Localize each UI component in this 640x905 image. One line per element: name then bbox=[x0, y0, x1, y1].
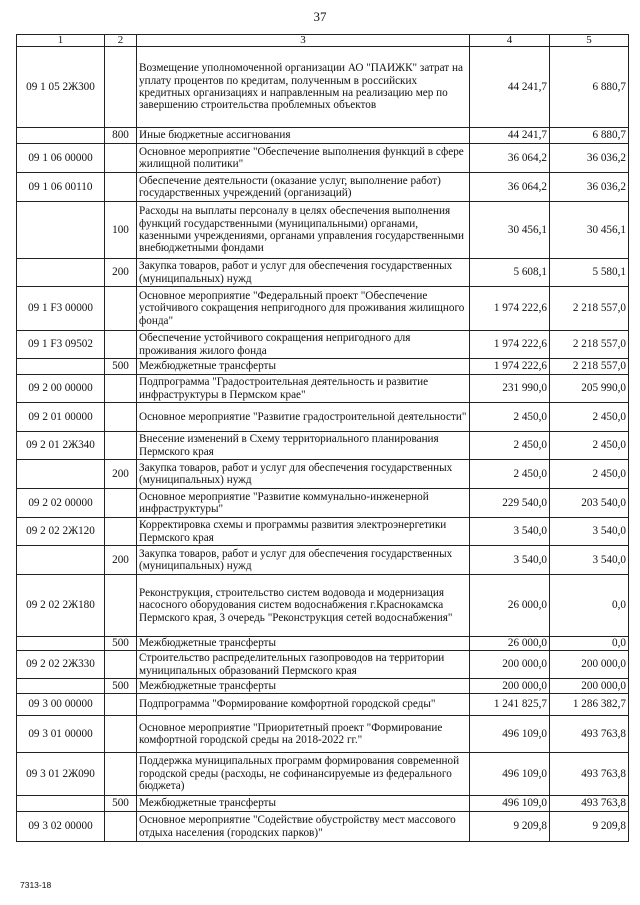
expense-type-cell: 500 bbox=[105, 359, 137, 375]
code-cell bbox=[17, 128, 105, 144]
amount-year2-cell: 30 456,1 bbox=[550, 202, 629, 259]
table-row bbox=[17, 128, 629, 144]
code-cell: 09 2 02 00000 bbox=[17, 489, 105, 518]
amount-year1-cell: 231 990,0 bbox=[470, 375, 550, 403]
header-col-2: 2 bbox=[105, 35, 137, 47]
amount-year1-cell: 200 000,0 bbox=[470, 651, 550, 679]
table-row bbox=[17, 432, 629, 460]
table-row bbox=[17, 144, 629, 173]
expense-type-cell bbox=[105, 716, 137, 753]
amount-year2-cell: 2 450,0 bbox=[550, 403, 629, 432]
table-row bbox=[17, 202, 629, 259]
amount-year1-cell: 200 000,0 bbox=[470, 679, 550, 694]
amount-year2-cell: 200 000,0 bbox=[550, 679, 629, 694]
amount-year1-cell: 496 109,0 bbox=[470, 716, 550, 753]
name-cell: Закупка товаров, работ и услуг для обеспечения государственных (муниципальных) нужд bbox=[137, 460, 470, 489]
amount-year1-cell: 26 000,0 bbox=[470, 637, 550, 651]
amount-year2-cell: 493 763,8 bbox=[550, 753, 629, 796]
code-cell: 09 3 01 2Ж090 bbox=[17, 753, 105, 796]
expense-type-cell: 200 bbox=[105, 546, 137, 575]
name-cell: Основное мероприятие "Развитие градостроительной деятельности" bbox=[137, 403, 470, 432]
amount-year1-cell: 1 974 222,6 bbox=[470, 287, 550, 331]
table-body bbox=[17, 47, 629, 842]
code-cell: 09 2 01 2Ж340 bbox=[17, 432, 105, 460]
table-row bbox=[17, 575, 629, 637]
expense-type-cell bbox=[105, 575, 137, 637]
amount-year2-cell: 0,0 bbox=[550, 637, 629, 651]
header-col-1: 1 bbox=[17, 35, 105, 47]
table-row bbox=[17, 518, 629, 546]
code-cell: 09 1 06 00000 bbox=[17, 144, 105, 173]
amount-year1-cell: 3 540,0 bbox=[470, 518, 550, 546]
code-cell: 09 2 00 00000 bbox=[17, 375, 105, 403]
amount-year2-cell: 2 450,0 bbox=[550, 432, 629, 460]
amount-year1-cell: 1 241 825,7 bbox=[470, 694, 550, 716]
code-cell: 09 3 00 00000 bbox=[17, 694, 105, 716]
table-header-row bbox=[17, 35, 629, 47]
table-row bbox=[17, 812, 629, 842]
code-cell bbox=[17, 359, 105, 375]
amount-year1-cell: 26 000,0 bbox=[470, 575, 550, 637]
table-row bbox=[17, 796, 629, 812]
code-cell bbox=[17, 546, 105, 575]
name-cell: Подпрограмма "Формирование комфортной городской среды" bbox=[137, 694, 470, 716]
name-cell: Основное мероприятие "Содействие обустройству мест массового отдыха населения (городских парков)" bbox=[137, 812, 470, 842]
amount-year2-cell: 205 990,0 bbox=[550, 375, 629, 403]
name-cell: Строительство распределительных газопроводов на территории муниципальных образований Пермского края bbox=[137, 651, 470, 679]
name-cell: Внесение изменений в Схему территориального планирования Пермского края bbox=[137, 432, 470, 460]
amount-year1-cell: 496 109,0 bbox=[470, 796, 550, 812]
name-cell: Основное мероприятие "Приоритетный проект "Формирование комфортной городской среды на 2018-2022 гг." bbox=[137, 716, 470, 753]
amount-year1-cell: 1 974 222,6 bbox=[470, 359, 550, 375]
name-cell: Подпрограмма "Градостроительная деятельность и развитие инфраструктуры в Пермском крае" bbox=[137, 375, 470, 403]
code-cell: 09 1 05 2Ж300 bbox=[17, 47, 105, 128]
table-row bbox=[17, 359, 629, 375]
amount-year2-cell: 3 540,0 bbox=[550, 518, 629, 546]
name-cell: Расходы на выплаты персоналу в целях обеспечения выполнения функций государственными (муниципальными) органами, казенными учреждениями, органами управления государственными внебюджетными фондами bbox=[137, 202, 470, 259]
expense-type-cell: 200 bbox=[105, 259, 137, 287]
expense-type-cell bbox=[105, 812, 137, 842]
amount-year2-cell: 1 286 382,7 bbox=[550, 694, 629, 716]
code-cell bbox=[17, 460, 105, 489]
table-row bbox=[17, 47, 629, 128]
amount-year2-cell: 200 000,0 bbox=[550, 651, 629, 679]
budget-table bbox=[16, 34, 629, 842]
name-cell: Закупка товаров, работ и услуг для обеспечения государственных (муниципальных) нужд bbox=[137, 259, 470, 287]
expense-type-cell bbox=[105, 694, 137, 716]
expense-type-cell bbox=[105, 489, 137, 518]
amount-year2-cell: 3 540,0 bbox=[550, 546, 629, 575]
amount-year1-cell: 3 540,0 bbox=[470, 546, 550, 575]
expense-type-cell bbox=[105, 432, 137, 460]
table-row bbox=[17, 375, 629, 403]
amount-year2-cell: 2 218 557,0 bbox=[550, 331, 629, 359]
table-row bbox=[17, 679, 629, 694]
header-col-5: 5 bbox=[550, 35, 629, 47]
expense-type-cell: 100 bbox=[105, 202, 137, 259]
table-row bbox=[17, 753, 629, 796]
expense-type-cell bbox=[105, 47, 137, 128]
code-cell bbox=[17, 259, 105, 287]
code-cell bbox=[17, 679, 105, 694]
header-col-4: 4 bbox=[470, 35, 550, 47]
expense-type-cell: 500 bbox=[105, 796, 137, 812]
table-row bbox=[17, 460, 629, 489]
table-row bbox=[17, 637, 629, 651]
code-cell: 09 3 02 00000 bbox=[17, 812, 105, 842]
name-cell: Поддержка муниципальных программ формирования современной городской среды (расходы, не софинансируемые из федерального бюджета) bbox=[137, 753, 470, 796]
name-cell: Закупка товаров, работ и услуг для обеспечения государственных (муниципальных) нужд bbox=[137, 546, 470, 575]
code-cell: 09 1 F3 00000 bbox=[17, 287, 105, 331]
name-cell: Обеспечение устойчивого сокращения непригодного для проживания жилого фонда bbox=[137, 331, 470, 359]
amount-year2-cell: 36 036,2 bbox=[550, 144, 629, 173]
amount-year2-cell: 5 580,1 bbox=[550, 259, 629, 287]
expense-type-cell bbox=[105, 375, 137, 403]
page-number: 37 bbox=[313, 9, 327, 24]
amount-year1-cell: 2 450,0 bbox=[470, 432, 550, 460]
name-cell: Межбюджетные трансферты bbox=[137, 637, 470, 651]
code-cell: 09 3 01 00000 bbox=[17, 716, 105, 753]
amount-year1-cell: 496 109,0 bbox=[470, 753, 550, 796]
amount-year1-cell: 9 209,8 bbox=[470, 812, 550, 842]
header-col-3: 3 bbox=[137, 35, 470, 47]
amount-year1-cell: 229 540,0 bbox=[470, 489, 550, 518]
expense-type-cell: 500 bbox=[105, 637, 137, 651]
amount-year1-cell: 2 450,0 bbox=[470, 460, 550, 489]
table-row bbox=[17, 403, 629, 432]
amount-year2-cell: 6 880,7 bbox=[550, 47, 629, 128]
footer-code: 7313-18 bbox=[20, 880, 52, 890]
expense-type-cell bbox=[105, 331, 137, 359]
amount-year2-cell: 2 450,0 bbox=[550, 460, 629, 489]
amount-year1-cell: 5 608,1 bbox=[470, 259, 550, 287]
table-row bbox=[17, 489, 629, 518]
amount-year2-cell: 493 763,8 bbox=[550, 716, 629, 753]
code-cell: 09 2 02 2Ж330 bbox=[17, 651, 105, 679]
expense-type-cell: 200 bbox=[105, 460, 137, 489]
table-row bbox=[17, 546, 629, 575]
table-row bbox=[17, 331, 629, 359]
name-cell: Основное мероприятие "Развитие коммунально-инженерной инфраструктуры" bbox=[137, 489, 470, 518]
amount-year2-cell: 203 540,0 bbox=[550, 489, 629, 518]
name-cell: Межбюджетные трансферты bbox=[137, 359, 470, 375]
amount-year1-cell: 36 064,2 bbox=[470, 173, 550, 202]
name-cell: Обеспечение деятельности (оказание услуг, выполнение работ) государственных учреждений (организаций) bbox=[137, 173, 470, 202]
expense-type-cell bbox=[105, 651, 137, 679]
name-cell: Иные бюджетные ассигнования bbox=[137, 128, 470, 144]
name-cell: Реконструкция, строительство систем водовода и модернизация насосного оборудования систем водоснабжения г.Краснокамска Пермского края, 3 очередь "Реконструкция сетей водоснабжения" bbox=[137, 575, 470, 637]
code-cell: 09 2 02 2Ж180 bbox=[17, 575, 105, 637]
expense-type-cell: 500 bbox=[105, 679, 137, 694]
amount-year2-cell: 0,0 bbox=[550, 575, 629, 637]
code-cell bbox=[17, 202, 105, 259]
amount-year2-cell: 36 036,2 bbox=[550, 173, 629, 202]
name-cell: Корректировка схемы и программы развития электроэнергетики Пермского края bbox=[137, 518, 470, 546]
expense-type-cell bbox=[105, 287, 137, 331]
expense-type-cell: 800 bbox=[105, 128, 137, 144]
name-cell: Основное мероприятие "Обеспечение выполнения функций в сфере жилищной политики" bbox=[137, 144, 470, 173]
code-cell: 09 2 01 00000 bbox=[17, 403, 105, 432]
code-cell: 09 1 06 00110 bbox=[17, 173, 105, 202]
table-row bbox=[17, 716, 629, 753]
amount-year2-cell: 6 880,7 bbox=[550, 128, 629, 144]
code-cell bbox=[17, 796, 105, 812]
code-cell: 09 2 02 2Ж120 bbox=[17, 518, 105, 546]
name-cell: Основное мероприятие "Федеральный проект "Обеспечение устойчивого сокращения непригодного для проживания жилищного фонда" bbox=[137, 287, 470, 331]
amount-year1-cell: 2 450,0 bbox=[470, 403, 550, 432]
amount-year1-cell: 36 064,2 bbox=[470, 144, 550, 173]
code-cell bbox=[17, 637, 105, 651]
amount-year2-cell: 493 763,8 bbox=[550, 796, 629, 812]
amount-year1-cell: 30 456,1 bbox=[470, 202, 550, 259]
name-cell: Возмещение уполномоченной организации АО "ПАИЖК" затрат на уплату процентов по кредитам, полученным в российских кредитных организациях и направленным на реализацию мер по завершению строительства проблемных объектов bbox=[137, 47, 470, 128]
code-cell: 09 1 F3 09502 bbox=[17, 331, 105, 359]
expense-type-cell bbox=[105, 173, 137, 202]
expense-type-cell bbox=[105, 144, 137, 173]
expense-type-cell bbox=[105, 403, 137, 432]
amount-year1-cell: 44 241,7 bbox=[470, 47, 550, 128]
amount-year1-cell: 44 241,7 bbox=[470, 128, 550, 144]
table-row bbox=[17, 651, 629, 679]
expense-type-cell bbox=[105, 753, 137, 796]
table-row bbox=[17, 694, 629, 716]
table-row bbox=[17, 287, 629, 331]
table-row bbox=[17, 173, 629, 202]
expense-type-cell bbox=[105, 518, 137, 546]
name-cell: Межбюджетные трансферты bbox=[137, 796, 470, 812]
table-row bbox=[17, 259, 629, 287]
amount-year2-cell: 2 218 557,0 bbox=[550, 359, 629, 375]
amount-year2-cell: 2 218 557,0 bbox=[550, 287, 629, 331]
amount-year1-cell: 1 974 222,6 bbox=[470, 331, 550, 359]
name-cell: Межбюджетные трансферты bbox=[137, 679, 470, 694]
amount-year2-cell: 9 209,8 bbox=[550, 812, 629, 842]
